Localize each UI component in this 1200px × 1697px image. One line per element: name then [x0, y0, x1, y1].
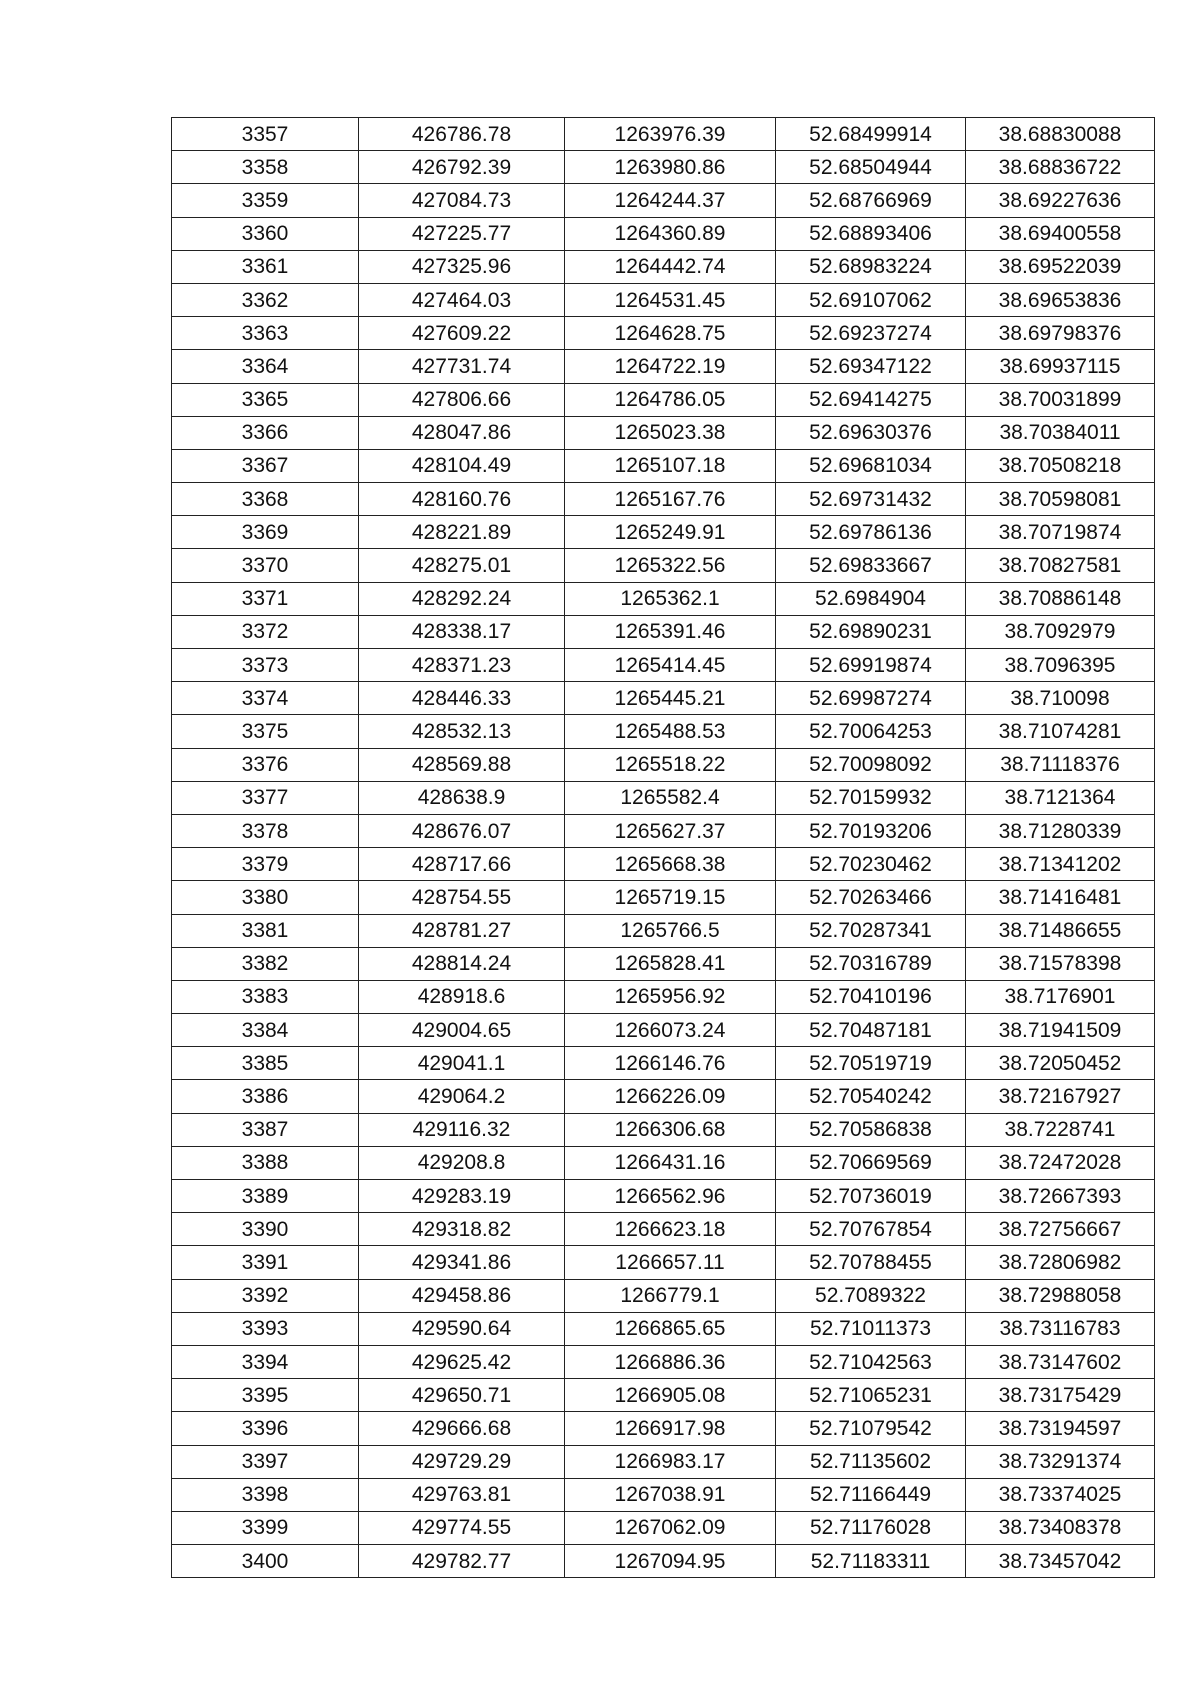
cell-latitude: 52.69731432 — [776, 483, 966, 516]
coordinates-table-body — [172, 118, 1155, 1578]
cell-point-number: 3399 — [172, 1511, 359, 1544]
cell-coord-y: 1265445.21 — [565, 682, 776, 715]
cell-longitude: 38.71486655 — [966, 914, 1155, 947]
cell-coord-y: 1267094.95 — [565, 1545, 776, 1578]
cell-latitude: 52.68766969 — [776, 184, 966, 217]
cell-point-number: 3377 — [172, 781, 359, 814]
cell-latitude: 52.70193206 — [776, 814, 966, 847]
cell-coord-x: 428160.76 — [359, 483, 565, 516]
cell-longitude: 38.71341202 — [966, 848, 1155, 881]
table-row — [172, 914, 1155, 947]
cell-coord-y: 1266431.16 — [565, 1146, 776, 1179]
cell-point-number: 3394 — [172, 1345, 359, 1378]
cell-latitude: 52.71176028 — [776, 1511, 966, 1544]
table-row — [172, 151, 1155, 184]
cell-coord-x: 429318.82 — [359, 1213, 565, 1246]
cell-latitude: 52.70487181 — [776, 1014, 966, 1047]
table-row — [172, 1014, 1155, 1047]
table-row — [172, 283, 1155, 316]
cell-coord-x: 429782.77 — [359, 1545, 565, 1578]
cell-point-number: 3390 — [172, 1213, 359, 1246]
cell-coord-x: 429458.86 — [359, 1279, 565, 1312]
cell-point-number: 3387 — [172, 1113, 359, 1146]
cell-point-number: 3385 — [172, 1047, 359, 1080]
cell-coord-x: 428638.9 — [359, 781, 565, 814]
cell-coord-x: 429590.64 — [359, 1312, 565, 1345]
cell-longitude: 38.71118376 — [966, 748, 1155, 781]
cell-longitude: 38.7228741 — [966, 1113, 1155, 1146]
table-row — [172, 1146, 1155, 1179]
cell-point-number: 3389 — [172, 1180, 359, 1213]
cell-coord-x: 429763.81 — [359, 1478, 565, 1511]
cell-longitude: 38.73175429 — [966, 1379, 1155, 1412]
table-row — [172, 848, 1155, 881]
cell-coord-y: 1266562.96 — [565, 1180, 776, 1213]
table-row — [172, 449, 1155, 482]
cell-coord-y: 1266226.09 — [565, 1080, 776, 1113]
table-row — [172, 217, 1155, 250]
table-row — [172, 1379, 1155, 1412]
cell-coord-y: 1265582.4 — [565, 781, 776, 814]
cell-coord-x: 428446.33 — [359, 682, 565, 715]
cell-point-number: 3392 — [172, 1279, 359, 1312]
cell-point-number: 3386 — [172, 1080, 359, 1113]
cell-latitude: 52.71079542 — [776, 1412, 966, 1445]
cell-coord-x: 429208.8 — [359, 1146, 565, 1179]
table-row — [172, 483, 1155, 516]
cell-coord-x: 428275.01 — [359, 549, 565, 582]
cell-longitude: 38.7096395 — [966, 649, 1155, 682]
cell-point-number: 3395 — [172, 1379, 359, 1412]
cell-latitude: 52.69347122 — [776, 350, 966, 383]
table-row — [172, 1180, 1155, 1213]
table-row — [172, 814, 1155, 847]
cell-coord-x: 427464.03 — [359, 283, 565, 316]
cell-latitude: 52.71042563 — [776, 1345, 966, 1378]
cell-latitude: 52.69786136 — [776, 516, 966, 549]
cell-longitude: 38.73374025 — [966, 1478, 1155, 1511]
table-row — [172, 350, 1155, 383]
cell-longitude: 38.71578398 — [966, 947, 1155, 980]
cell-longitude: 38.72167927 — [966, 1080, 1155, 1113]
cell-coord-x: 429774.55 — [359, 1511, 565, 1544]
cell-coord-y: 1265391.46 — [565, 615, 776, 648]
cell-point-number: 3368 — [172, 483, 359, 516]
table-row — [172, 1445, 1155, 1478]
cell-point-number: 3376 — [172, 748, 359, 781]
cell-longitude: 38.72806982 — [966, 1246, 1155, 1279]
cell-point-number: 3380 — [172, 881, 359, 914]
cell-coord-x: 428918.6 — [359, 980, 565, 1013]
table-row — [172, 748, 1155, 781]
cell-longitude: 38.70886148 — [966, 582, 1155, 615]
table-row — [172, 549, 1155, 582]
cell-coord-y: 1265414.45 — [565, 649, 776, 682]
table-row — [172, 250, 1155, 283]
table-row — [172, 1047, 1155, 1080]
cell-longitude: 38.72988058 — [966, 1279, 1155, 1312]
cell-coord-x: 429666.68 — [359, 1412, 565, 1445]
cell-longitude: 38.73147602 — [966, 1345, 1155, 1378]
cell-coord-y: 1265668.38 — [565, 848, 776, 881]
table-row — [172, 1511, 1155, 1544]
cell-point-number: 3379 — [172, 848, 359, 881]
cell-coord-x: 426792.39 — [359, 151, 565, 184]
cell-latitude: 52.71065231 — [776, 1379, 966, 1412]
cell-latitude: 52.70159932 — [776, 781, 966, 814]
cell-coord-y: 1265719.15 — [565, 881, 776, 914]
cell-coord-x: 428676.07 — [359, 814, 565, 847]
table-row — [172, 881, 1155, 914]
cell-point-number: 3365 — [172, 383, 359, 416]
cell-point-number: 3359 — [172, 184, 359, 217]
cell-longitude: 38.73116783 — [966, 1312, 1155, 1345]
cell-longitude: 38.7121364 — [966, 781, 1155, 814]
cell-coord-y: 1265766.5 — [565, 914, 776, 947]
cell-coord-y: 1265362.1 — [565, 582, 776, 615]
cell-latitude: 52.70669569 — [776, 1146, 966, 1179]
cell-point-number: 3381 — [172, 914, 359, 947]
cell-latitude: 52.70316789 — [776, 947, 966, 980]
cell-point-number: 3388 — [172, 1146, 359, 1179]
cell-point-number: 3400 — [172, 1545, 359, 1578]
cell-point-number: 3367 — [172, 449, 359, 482]
cell-coord-x: 429064.2 — [359, 1080, 565, 1113]
table-row — [172, 1412, 1155, 1445]
cell-latitude: 52.69987274 — [776, 682, 966, 715]
table-row — [172, 1312, 1155, 1345]
cell-latitude: 52.70287341 — [776, 914, 966, 947]
cell-coord-x: 428104.49 — [359, 449, 565, 482]
cell-coord-x: 428292.24 — [359, 582, 565, 615]
cell-point-number: 3362 — [172, 283, 359, 316]
table-row — [172, 582, 1155, 615]
table-row — [172, 715, 1155, 748]
cell-coord-y: 1265023.38 — [565, 416, 776, 449]
cell-point-number: 3364 — [172, 350, 359, 383]
cell-longitude: 38.70384011 — [966, 416, 1155, 449]
table-row — [172, 615, 1155, 648]
cell-coord-y: 1263976.39 — [565, 118, 776, 151]
cell-coord-y: 1265322.56 — [565, 549, 776, 582]
table-row — [172, 416, 1155, 449]
cell-coord-x: 429341.86 — [359, 1246, 565, 1279]
cell-coord-y: 1264722.19 — [565, 350, 776, 383]
cell-coord-y: 1265249.91 — [565, 516, 776, 549]
cell-point-number: 3357 — [172, 118, 359, 151]
cell-coord-y: 1266983.17 — [565, 1445, 776, 1478]
cell-latitude: 52.69833667 — [776, 549, 966, 582]
cell-latitude: 52.69681034 — [776, 449, 966, 482]
table-row — [172, 649, 1155, 682]
table-row — [172, 682, 1155, 715]
cell-coord-x: 427084.73 — [359, 184, 565, 217]
cell-latitude: 52.70410196 — [776, 980, 966, 1013]
cell-coord-y: 1264531.45 — [565, 283, 776, 316]
cell-coord-y: 1266917.98 — [565, 1412, 776, 1445]
cell-point-number: 3396 — [172, 1412, 359, 1445]
coordinates-table — [171, 117, 1155, 1578]
cell-coord-y: 1266306.68 — [565, 1113, 776, 1146]
cell-coord-y: 1266073.24 — [565, 1014, 776, 1047]
cell-coord-y: 1266886.36 — [565, 1345, 776, 1378]
cell-latitude: 52.70263466 — [776, 881, 966, 914]
cell-latitude: 52.70230462 — [776, 848, 966, 881]
cell-longitude: 38.71416481 — [966, 881, 1155, 914]
cell-coord-x: 429116.32 — [359, 1113, 565, 1146]
cell-latitude: 52.71135602 — [776, 1445, 966, 1478]
cell-coord-x: 428781.27 — [359, 914, 565, 947]
cell-coord-y: 1264360.89 — [565, 217, 776, 250]
cell-longitude: 38.7176901 — [966, 980, 1155, 1013]
cell-coord-x: 429625.42 — [359, 1345, 565, 1378]
cell-longitude: 38.73408378 — [966, 1511, 1155, 1544]
cell-latitude: 52.68504944 — [776, 151, 966, 184]
cell-coord-x: 427806.66 — [359, 383, 565, 416]
cell-coord-x: 429041.1 — [359, 1047, 565, 1080]
cell-latitude: 52.71011373 — [776, 1312, 966, 1345]
cell-longitude: 38.71280339 — [966, 814, 1155, 847]
cell-coord-x: 429729.29 — [359, 1445, 565, 1478]
cell-latitude: 52.70519719 — [776, 1047, 966, 1080]
cell-longitude: 38.71941509 — [966, 1014, 1155, 1047]
cell-longitude: 38.70598081 — [966, 483, 1155, 516]
cell-latitude: 52.70586838 — [776, 1113, 966, 1146]
cell-latitude: 52.69414275 — [776, 383, 966, 416]
cell-latitude: 52.68893406 — [776, 217, 966, 250]
cell-coord-y: 1263980.86 — [565, 151, 776, 184]
cell-coord-x: 429650.71 — [359, 1379, 565, 1412]
cell-longitude: 38.7092979 — [966, 615, 1155, 648]
cell-latitude: 52.7089322 — [776, 1279, 966, 1312]
cell-longitude: 38.69653836 — [966, 283, 1155, 316]
cell-latitude: 52.71166449 — [776, 1478, 966, 1511]
table-row — [172, 1080, 1155, 1113]
cell-coord-x: 427225.77 — [359, 217, 565, 250]
cell-latitude: 52.70064253 — [776, 715, 966, 748]
cell-coord-y: 1266905.08 — [565, 1379, 776, 1412]
cell-point-number: 3366 — [172, 416, 359, 449]
table-row — [172, 383, 1155, 416]
cell-coord-x: 428047.86 — [359, 416, 565, 449]
cell-point-number: 3360 — [172, 217, 359, 250]
cell-latitude: 52.69919874 — [776, 649, 966, 682]
cell-coord-y: 1267062.09 — [565, 1511, 776, 1544]
cell-coord-y: 1266146.76 — [565, 1047, 776, 1080]
cell-latitude: 52.70540242 — [776, 1080, 966, 1113]
cell-coord-x: 428338.17 — [359, 615, 565, 648]
cell-coord-y: 1264442.74 — [565, 250, 776, 283]
cell-point-number: 3382 — [172, 947, 359, 980]
cell-latitude: 52.69630376 — [776, 416, 966, 449]
cell-coord-x: 429283.19 — [359, 1180, 565, 1213]
cell-coord-y: 1264786.05 — [565, 383, 776, 416]
cell-longitude: 38.70827581 — [966, 549, 1155, 582]
cell-longitude: 38.69227636 — [966, 184, 1155, 217]
table-row — [172, 781, 1155, 814]
cell-coord-y: 1266657.11 — [565, 1246, 776, 1279]
cell-longitude: 38.71074281 — [966, 715, 1155, 748]
cell-longitude: 38.73194597 — [966, 1412, 1155, 1445]
cell-longitude: 38.69798376 — [966, 317, 1155, 350]
cell-coord-y: 1265828.41 — [565, 947, 776, 980]
cell-longitude: 38.72472028 — [966, 1146, 1155, 1179]
table-row — [172, 1545, 1155, 1578]
cell-latitude: 52.6984904 — [776, 582, 966, 615]
cell-latitude: 52.70788455 — [776, 1246, 966, 1279]
cell-point-number: 3372 — [172, 615, 359, 648]
cell-point-number: 3371 — [172, 582, 359, 615]
cell-latitude: 52.68499914 — [776, 118, 966, 151]
cell-coord-y: 1267038.91 — [565, 1478, 776, 1511]
cell-coord-y: 1265167.76 — [565, 483, 776, 516]
cell-point-number: 3363 — [172, 317, 359, 350]
cell-coord-x: 428532.13 — [359, 715, 565, 748]
table-row — [172, 516, 1155, 549]
cell-latitude: 52.70767854 — [776, 1213, 966, 1246]
cell-point-number: 3375 — [172, 715, 359, 748]
cell-coord-x: 428371.23 — [359, 649, 565, 682]
table-row — [172, 1246, 1155, 1279]
cell-latitude: 52.69237274 — [776, 317, 966, 350]
cell-longitude: 38.68830088 — [966, 118, 1155, 151]
cell-longitude: 38.72050452 — [966, 1047, 1155, 1080]
cell-coord-y: 1265956.92 — [565, 980, 776, 1013]
cell-longitude: 38.69400558 — [966, 217, 1155, 250]
cell-coord-y: 1264628.75 — [565, 317, 776, 350]
cell-point-number: 3398 — [172, 1478, 359, 1511]
cell-coord-x: 428754.55 — [359, 881, 565, 914]
cell-point-number: 3361 — [172, 250, 359, 283]
cell-coord-y: 1266623.18 — [565, 1213, 776, 1246]
cell-point-number: 3370 — [172, 549, 359, 582]
cell-longitude: 38.70508218 — [966, 449, 1155, 482]
cell-longitude: 38.69937115 — [966, 350, 1155, 383]
cell-latitude: 52.68983224 — [776, 250, 966, 283]
cell-coord-x: 428717.66 — [359, 848, 565, 881]
cell-coord-x: 429004.65 — [359, 1014, 565, 1047]
cell-longitude: 38.73457042 — [966, 1545, 1155, 1578]
table-row — [172, 1213, 1155, 1246]
table-row — [172, 184, 1155, 217]
table-row — [172, 1113, 1155, 1146]
cell-coord-y: 1265627.37 — [565, 814, 776, 847]
cell-longitude: 38.68836722 — [966, 151, 1155, 184]
cell-coord-y: 1266779.1 — [565, 1279, 776, 1312]
cell-longitude: 38.72667393 — [966, 1180, 1155, 1213]
cell-point-number: 3393 — [172, 1312, 359, 1345]
cell-point-number: 3358 — [172, 151, 359, 184]
cell-point-number: 3383 — [172, 980, 359, 1013]
cell-coord-x: 427609.22 — [359, 317, 565, 350]
cell-point-number: 3374 — [172, 682, 359, 715]
cell-coord-y: 1265518.22 — [565, 748, 776, 781]
cell-coord-x: 427325.96 — [359, 250, 565, 283]
cell-latitude: 52.69890231 — [776, 615, 966, 648]
cell-longitude: 38.70031899 — [966, 383, 1155, 416]
cell-longitude: 38.69522039 — [966, 250, 1155, 283]
cell-latitude: 52.70736019 — [776, 1180, 966, 1213]
table-row — [172, 317, 1155, 350]
cell-coord-y: 1266865.65 — [565, 1312, 776, 1345]
cell-coord-x: 427731.74 — [359, 350, 565, 383]
table-row — [172, 947, 1155, 980]
cell-coord-x: 428814.24 — [359, 947, 565, 980]
cell-longitude: 38.70719874 — [966, 516, 1155, 549]
cell-coord-x: 426786.78 — [359, 118, 565, 151]
cell-coord-y: 1264244.37 — [565, 184, 776, 217]
table-row — [172, 1478, 1155, 1511]
table-row — [172, 1279, 1155, 1312]
table-row — [172, 1345, 1155, 1378]
cell-coord-y: 1265488.53 — [565, 715, 776, 748]
cell-latitude: 52.69107062 — [776, 283, 966, 316]
cell-longitude: 38.73291374 — [966, 1445, 1155, 1478]
cell-latitude: 52.71183311 — [776, 1545, 966, 1578]
cell-coord-x: 428569.88 — [359, 748, 565, 781]
cell-point-number: 3378 — [172, 814, 359, 847]
cell-point-number: 3397 — [172, 1445, 359, 1478]
cell-point-number: 3373 — [172, 649, 359, 682]
cell-coord-y: 1265107.18 — [565, 449, 776, 482]
cell-longitude: 38.710098 — [966, 682, 1155, 715]
cell-point-number: 3384 — [172, 1014, 359, 1047]
table-row — [172, 118, 1155, 151]
cell-point-number: 3369 — [172, 516, 359, 549]
table-row — [172, 980, 1155, 1013]
cell-point-number: 3391 — [172, 1246, 359, 1279]
cell-longitude: 38.72756667 — [966, 1213, 1155, 1246]
cell-coord-x: 428221.89 — [359, 516, 565, 549]
cell-latitude: 52.70098092 — [776, 748, 966, 781]
